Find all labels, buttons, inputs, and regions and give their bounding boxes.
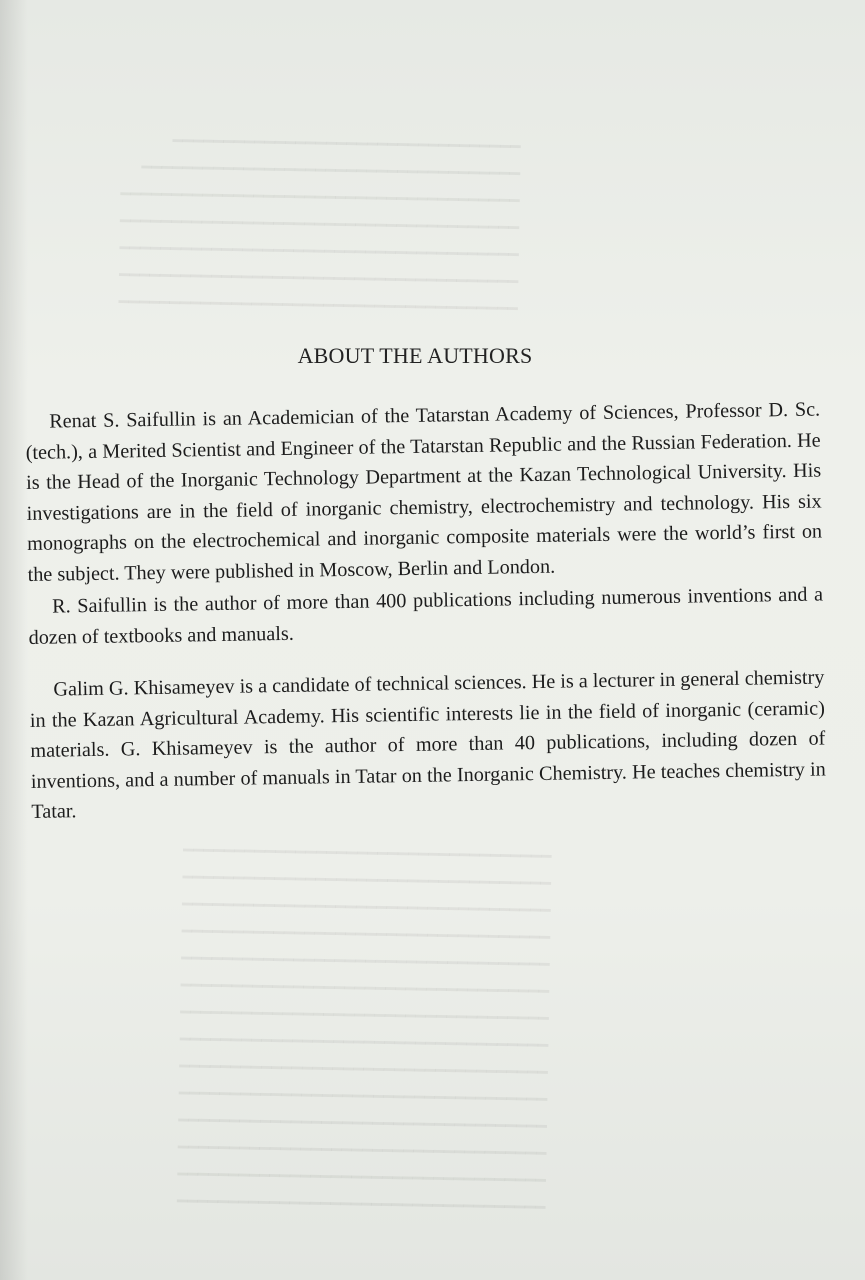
show-through-texture: ━━━━━━━━━━━━━━━━━━━━━━━━━━━━━━━━━━ ━━━━━━━━━━━━━━━━━━━━━━━━━━━━━━━━━━━━━ ━━━━━━━━━━━━━━━━━━━━━━━━━━━━━━━━━━━━━━━ ━━━━━━━━━━━━━━━━━━━━━━━━━━━━━━━━━━━━━━━ ━━━━━━━━━━━━━━━━━━━━━━━━━━━━━━━━━━━━━━━ ━━━━━━━━━━━━━━━━━━━━━━━━━━━━━━━━━━━━━━━ ━━━━━━━━━━━━━━━━━━━━━━━━━━━━━━━━━━━━━━━ (118, 131, 521, 319)
paragraph-saifullin-publications: R. Saifullin is the author of more than 400 publications including numerous inventions and a dozen of textbooks and manuals. (28, 583, 824, 649)
page-title: ABOUT THE AUTHORS (297, 343, 533, 368)
authors-body (25, 395, 827, 828)
paragraph-saifullin-bio: Renat S. Saifullin is an Academician of the Tatarstan Academy of Sciences, Professor D. Sc. (tech.), a Merited Scientist and Engineer of the Tatarstan Republic and the Russian Federation. He is the Head of the Inorganic Technology Department at the Kazan Technological University. His investigations are in the field of inorganic chemistry, electrochemistry and technology. His six monographs on the electrochemical and inorganic composite materials were the world’s first on the subject. They were published in Moscow, Berlin and London. (25, 398, 823, 586)
paragraph-khisameyev-bio: Galim G. Khisameyev is a candidate of technical sciences. He is a lecturer in general chemistry in the Kazan Agricultural Academy. His scientific interests lie in the field of inorganic (ceramic) materials. G. Khisameyev is the author of more than 40 publications, including dozen of inventions, and a number of manuals in Tatar on the Inorganic Chemistry. He teaches chemistry in Tatar. (29, 666, 826, 823)
show-through-texture-lower: ━━━━━━━━━━━━━━━━━━━━━━━━━━━━━━━━━━━━ ━━━━━━━━━━━━━━━━━━━━━━━━━━━━━━━━━━━━ ━━━━━━━━━━━━━━━━━━━━━━━━━━━━━━━━━━━━ ━━━━━━━━━━━━━━━━━━━━━━━━━━━━━━━━━━━━ ━━━━━━━━━━━━━━━━━━━━━━━━━━━━━━━━━━━━ ━━━━━━━━━━━━━━━━━━━━━━━━━━━━━━━━━━━━ ━━━━━━━━━━━━━━━━━━━━━━━━━━━━━━━━━━━━ ━━━━━━━━━━━━━━━━━━━━━━━━━━━━━━━━━━━━ ━━━━━━━━━━━━━━━━━━━━━━━━━━━━━━━━━━━━ ━━━━━━━━━━━━━━━━━━━━━━━━━━━━━━━━━━━━ ━━━━━━━━━━━━━━━━━━━━━━━━━━━━━━━━━━━━ ━━━━━━━━━━━━━━━━━━━━━━━━━━━━━━━━━━━━ ━━━━━━━━━━━━━━━━━━━━━━━━━━━━━━━━━━━━ ━━━━━━━━━━━━━━━━━━━━━━━━━━━━━━━━━━━━ (176, 840, 552, 1218)
